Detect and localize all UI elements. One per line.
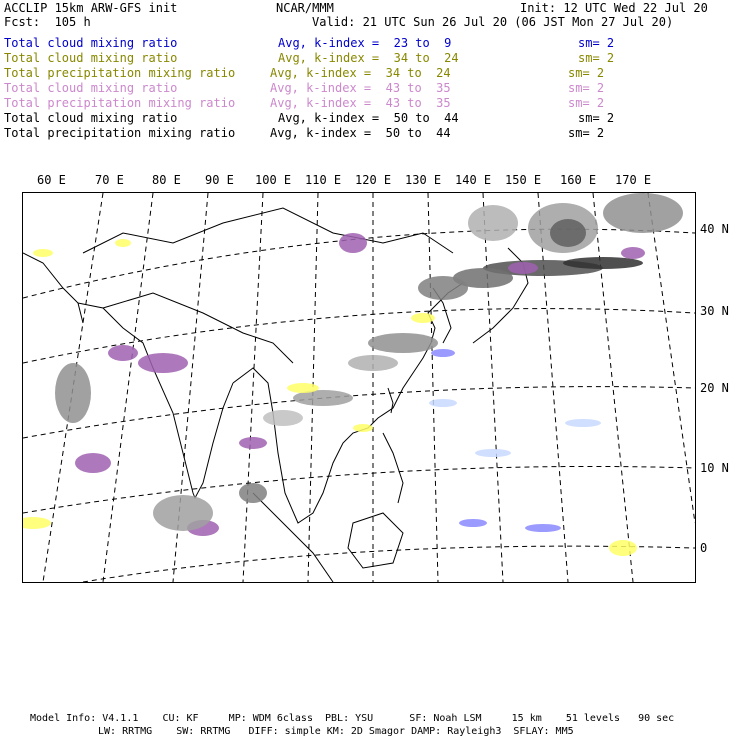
mixing-ratio-fields (23, 193, 683, 556)
legend-avg: Avg, k-index = 23 to 9 (278, 36, 452, 50)
cloud-blob (33, 249, 53, 257)
lon-label: 120 E (355, 173, 392, 187)
lon-label: 160 E (560, 173, 597, 187)
legend-sm: sm= 2 (568, 66, 605, 80)
cloud-blob (75, 453, 111, 473)
cloud-blob (55, 363, 91, 423)
lat-label: 40 N (700, 222, 729, 236)
cloud-blob (565, 419, 601, 427)
legend-avg: Avg, k-index = 43 to 35 (270, 96, 451, 110)
legend-field: Total cloud mixing ratio (4, 36, 178, 50)
legend-field: Total precipitation mixing ratio (4, 96, 236, 110)
lon-label: 70 E (95, 173, 124, 187)
legend-sm: sm= 2 (578, 111, 615, 125)
legend-avg: Avg, k-index = 50 to 44 (278, 111, 459, 125)
legend-field: Total cloud mixing ratio (4, 51, 178, 65)
cloud-blob (411, 313, 435, 323)
cloud-blob (609, 540, 637, 556)
lon-label: 80 E (152, 173, 181, 187)
lat-label: 0 (700, 541, 708, 555)
grid-lon-170 (648, 193, 695, 523)
cloud-blob (475, 449, 511, 457)
cloud-blob (108, 345, 138, 361)
cloud-blob (508, 262, 538, 274)
cloud-blob (115, 239, 131, 247)
legend-sm: sm= 2 (568, 126, 605, 140)
cloud-blob (287, 383, 319, 393)
model-info-line1: Model Info: V4.1.1 CU: KF MP: WDM 6class PBL: YSU SF: Noah LSM 15 km 51 levels 90 sec (30, 713, 675, 724)
legend-avg: Avg, k-index = 34 to 24 (278, 51, 459, 65)
cloud-blob (468, 205, 518, 241)
lat-label: 20 N (700, 381, 729, 395)
legend-sm: sm= 2 (568, 96, 605, 110)
cloud-blob (459, 519, 487, 527)
cloud-blob (239, 437, 267, 449)
lon-label: 130 E (405, 173, 442, 187)
valid-time: Valid: 21 UTC Sun 26 Jul 20 (06 JST Mon 27 Jul 20) (312, 15, 674, 29)
legend-avg: Avg, k-index = 50 to 44 (270, 126, 451, 140)
model-info-line2: LW: RRTMG SW: RRTMG DIFF: simple KM: 2D Smagor DAMP: Rayleigh3 SFLAY: MM5 (98, 726, 574, 737)
lon-label: 60 E (37, 173, 66, 187)
lon-label: 150 E (505, 173, 542, 187)
legend-sm: sm= 2 (578, 51, 615, 65)
cloud-blob (138, 353, 188, 373)
cloud-blob (550, 219, 586, 247)
lon-label: 100 E (255, 173, 292, 187)
cloud-blob (239, 483, 267, 503)
cloud-blob (348, 355, 398, 371)
legend-field: Total cloud mixing ratio (4, 111, 178, 125)
coast-sumatra (253, 493, 333, 582)
cloud-blob (603, 193, 683, 233)
cloud-blob (153, 495, 213, 531)
cloud-blob (339, 233, 367, 253)
lat-label: 10 N (700, 461, 729, 475)
legend-field: Total precipitation mixing ratio (4, 66, 236, 80)
cloud-blob (429, 399, 457, 407)
map-plot (23, 193, 695, 582)
model-title: ACCLIP 15km ARW-GFS init (4, 1, 178, 15)
coast-arabia (23, 253, 83, 323)
lon-label: 110 E (305, 173, 342, 187)
legend-field: Total cloud mixing ratio (4, 81, 178, 95)
grid-lat-10 (23, 466, 695, 513)
border-china (83, 208, 453, 253)
grid-lon-130 (428, 193, 438, 582)
legend-sm: sm= 2 (568, 81, 605, 95)
cloud-blob (525, 524, 561, 532)
coastlines (23, 208, 528, 582)
cloud-blob (418, 276, 468, 300)
lon-label: 90 E (205, 173, 234, 187)
cloud-blob (621, 247, 645, 259)
map-panel (22, 192, 696, 583)
legend-sm: sm= 2 (578, 36, 615, 50)
lon-label: 170 E (615, 173, 652, 187)
legend-avg: Avg, k-index = 34 to 24 (270, 66, 451, 80)
org-label: NCAR/MMM (276, 1, 334, 15)
cloud-blob (431, 349, 455, 357)
init-time: Init: 12 UTC Wed 22 Jul 20 (520, 1, 708, 15)
legend-field: Total precipitation mixing ratio (4, 126, 236, 140)
cloud-blob (263, 410, 303, 426)
lat-label: 30 N (700, 304, 729, 318)
forecast-hour: Fcst: 105 h (4, 15, 91, 29)
legend-avg: Avg, k-index = 43 to 35 (270, 81, 451, 95)
cloud-blob (353, 424, 373, 432)
cloud-blob (23, 517, 51, 529)
grid-lon-80 (103, 193, 153, 582)
coast-philippines (383, 433, 403, 503)
coast-borneo (348, 513, 403, 568)
cloud-blob (368, 333, 438, 353)
lon-label: 140 E (455, 173, 492, 187)
